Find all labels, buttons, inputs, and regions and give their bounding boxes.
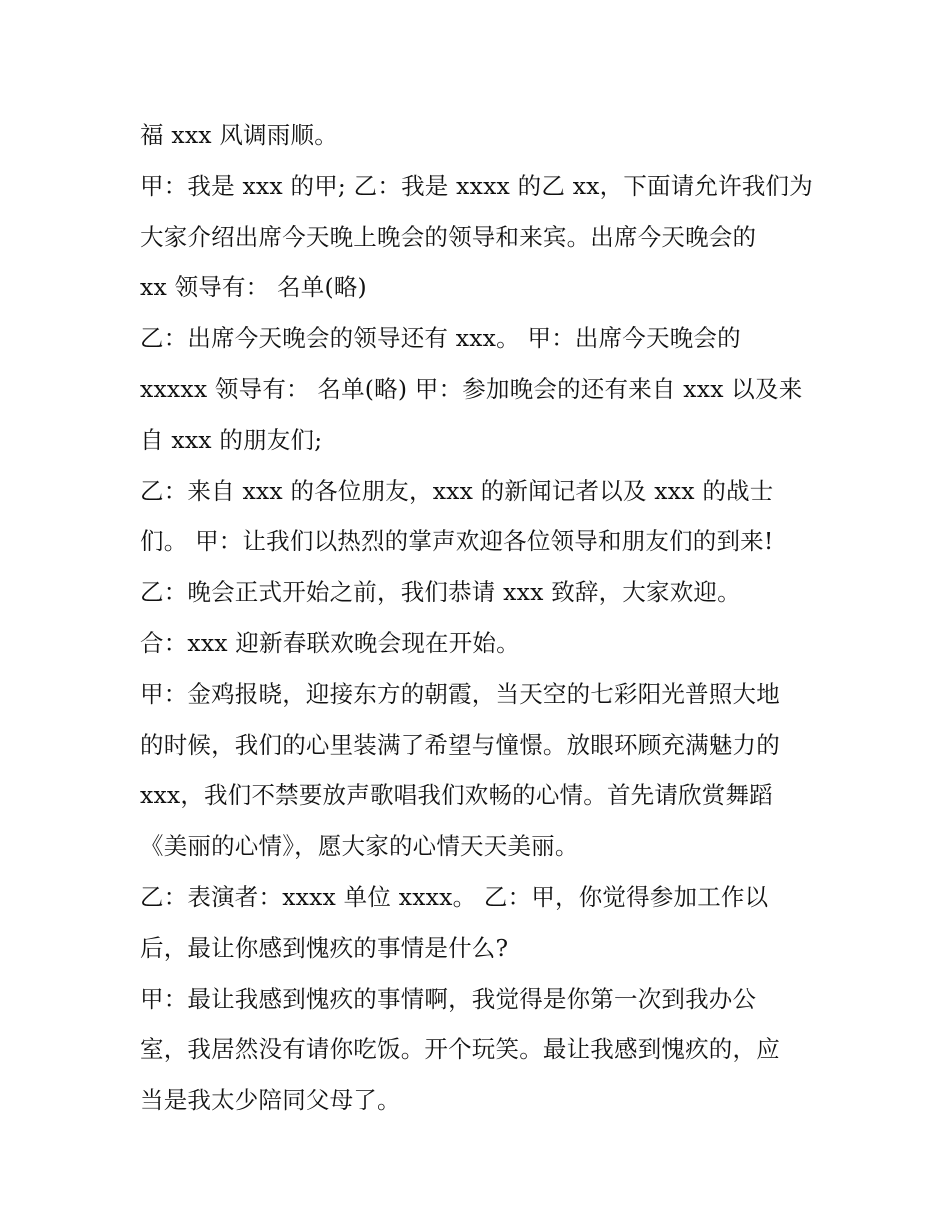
text-line: 乙：晚会正式开始之前，我们恭请 xxx 致辞，大家欢迎。 (140, 578, 741, 607)
text-line: 室，我居然没有请你吃饭。开个玩笑。最让我感到愧疚的，应 (140, 1035, 780, 1064)
text-line: 甲：我是 xxx 的甲; 乙：我是 xxxx 的乙 xx，下面请允许我们为 (140, 171, 813, 200)
text-line: 当是我太少陪同父母了。 (140, 1086, 401, 1115)
text-line: xxxxx 领导有： 名单(略) 甲：参加晚会的还有来自 xxx 以及来 (140, 374, 803, 403)
text-line: 《美丽的心情》，愿大家的心情天天美丽。 (140, 832, 579, 861)
text-line: 后，最让你感到愧疚的事情是什么? (140, 933, 509, 962)
text-line: 甲：最让我感到愧疚的事情啊，我觉得是你第一次到我办公 (140, 984, 757, 1013)
text-line: 的时候，我们的心里装满了希望与憧憬。放眼环顾充满魅力的 (140, 730, 780, 759)
text-line: 们。 甲：让我们以热烈的掌声欢迎各位领导和朋友们的到来! (140, 527, 774, 556)
text-line: 自 xxx 的朋友们; (140, 425, 323, 454)
text-line: 甲：金鸡报晓，迎接东方的朝霞，当天空的七彩阳光普照大地 (140, 679, 780, 708)
text-line: 合：xxx 迎新春联欢晚会现在开始。 (140, 628, 520, 657)
text-line: 福 xxx 风调雨顺。 (140, 121, 338, 149)
document-body (140, 110, 820, 1126)
text-line: 大家介绍出席今天晚上晚会的领导和来宾。出席今天晚会的 (140, 222, 757, 251)
text-line: 乙：表演者：xxxx 单位 xxxx。 乙：甲，你觉得参加工作以 (140, 882, 769, 911)
text-line: xx 领导有： 名单(略) (140, 273, 367, 302)
text-line: 乙：来自 xxx 的各位朋友，xxx 的新闻记者以及 xxx 的战士 (140, 476, 774, 505)
text-line: 乙：出席今天晚会的领导还有 xxx。 甲：出席今天晚会的 (140, 324, 741, 353)
text-line: xxx，我们不禁要放声歌唱我们欢畅的心情。首先请欣赏舞蹈 (140, 781, 773, 810)
